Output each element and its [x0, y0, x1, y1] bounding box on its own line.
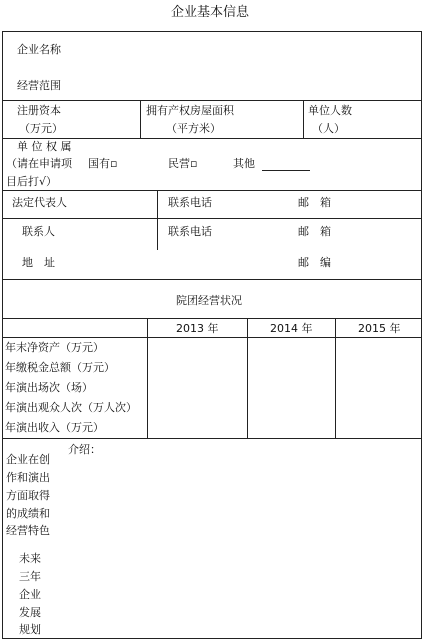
ownership-label: 单 位 权 属 [17, 140, 72, 153]
ownership-other-field[interactable] [262, 156, 310, 171]
registered-capital-unit: （万元） [19, 122, 63, 135]
row-divider [2, 190, 422, 191]
col-divider [140, 100, 141, 138]
ownership-other-option[interactable]: 其他 [233, 157, 255, 170]
property-area-unit: （平方米） [166, 122, 221, 135]
address-label: 地 址 [22, 256, 55, 269]
property-area-label: 拥有产权房屋面积 [146, 104, 234, 117]
col-divider [247, 318, 248, 438]
operations-row-label: 年演出场次（场） [5, 381, 93, 394]
staff-count-unit: （人） [312, 122, 345, 135]
email-label: 邮 箱 [298, 196, 331, 209]
col-divider [303, 100, 304, 138]
row-divider [2, 279, 422, 280]
year-header: 2013 年 [176, 322, 219, 335]
col-divider [157, 190, 158, 250]
table-border-top [2, 31, 422, 32]
achievements-line: 企业在创 [6, 453, 50, 466]
row-divider [2, 318, 422, 319]
email-label: 邮 箱 [298, 225, 331, 238]
plan-line: 三年 [19, 570, 41, 583]
table-border-bottom [2, 638, 422, 639]
year-header: 2015 年 [358, 322, 401, 335]
table-border-right [421, 31, 422, 639]
row-divider [2, 218, 422, 219]
operations-row-label: 年演出观众人次（万人次） [5, 401, 137, 414]
plan-line: 未来 [19, 552, 41, 565]
row-divider [2, 337, 422, 338]
staff-count-label: 单位人数 [308, 104, 352, 117]
achievements-line: 方面取得 [6, 489, 50, 502]
form-title: 企业基本信息 [171, 5, 250, 20]
achievements-line: 的成绩和 [6, 507, 50, 520]
ownership-hint: （请在申请项 [6, 157, 72, 170]
contact-label: 联系人 [22, 225, 55, 238]
col-divider [147, 318, 148, 438]
table-border-left [2, 31, 3, 639]
operations-row-label: 年缴税金总额（万元） [5, 361, 115, 374]
achievements-line: 作和演出 [6, 471, 50, 484]
achievements-line: 经营特色 [6, 524, 50, 537]
registered-capital-label: 注册资本 [17, 104, 61, 117]
company-name-label: 企业名称 [17, 43, 61, 56]
year-header: 2014 年 [270, 322, 313, 335]
phone-label: 联系电话 [168, 225, 212, 238]
plan-line: 规划 [19, 623, 41, 636]
ownership-private-option[interactable]: 民营▫ [168, 157, 198, 170]
postcode-label: 邮 编 [298, 256, 331, 269]
plan-line: 发展 [19, 606, 41, 619]
row-divider [2, 438, 422, 439]
plan-line: 企业 [19, 588, 41, 601]
ownership-state-option[interactable]: 国有▫ [88, 157, 118, 170]
legal-rep-label: 法定代表人 [12, 196, 67, 209]
intro-label: 介绍： [68, 443, 101, 456]
ownership-hint: 目后打√） [6, 175, 58, 188]
row-divider [2, 138, 422, 139]
operations-row-label: 年演出收入（万元） [5, 421, 104, 434]
operations-row-label: 年末净资产（万元） [5, 341, 104, 354]
col-divider [335, 318, 336, 438]
business-scope-label: 经营范围 [17, 79, 61, 92]
operations-title: 院团经营状况 [176, 294, 242, 307]
row-divider [2, 100, 422, 101]
phone-label: 联系电话 [168, 196, 212, 209]
